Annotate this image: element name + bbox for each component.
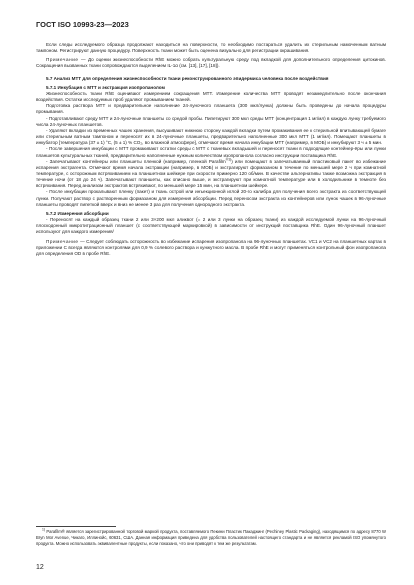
footnote-ref: ®1) <box>225 157 232 162</box>
document-header-id: ГОСТ ISO 10993-23—2023 <box>36 20 129 29</box>
note-text: — До оценки жизнеспособности RhE можно собрать культуральную среду под вкладкой для дополнительного определения цитокинов. Сокращения вызванных ткани сопровождаются выделением IL-1α (см. [13], [17], [18]). <box>36 57 386 69</box>
list-item: - После завершения инкубации с МТТ промакивают остатки среды с МТТ с тканевых вкладышей и переносят ткани в подходящие контейнер-ёры или лунки планшетов культуральных тканей, предварительно наполненные нужным количеством изопропанола согласно инструкции поставщика RhE. <box>36 146 386 158</box>
document-body <box>36 42 386 257</box>
section-heading-5-7-2: 5.7.2 Измерения абсорбции <box>46 210 109 216</box>
list-item-text-start: - Запечатывают контейнеры или планшеты пленкой (например, пленкой Parafilm <box>46 158 226 164</box>
list-item-text-end: ) или помещают в запечатываемый пластиковый пакет во избежание испарения экстрагента. Отмечают время начала экстракции (например, в МОБ) и экстрагируют формазаном в течение по меньшей мере 2 ч при комнатной температуре, с осторожным встряхиванием на планшетном шейкере при скорости примерно 120 об/мин. В качестве альтернативы также возможна экстракция в течение ночи (от 18 до 24 ч). Запечатывают планшеты, как описано выше, и экстрагируют при комнатной температуре или в холодильнике в темноте без встряхивания. Перед анализом экстрактов встряхивают, по меньшей мере 15 мин, на планшетном шейкере. <box>36 158 387 189</box>
section-heading-5-7: 5.7 Анализ МТТ для определения жизнеспособности ткани реконструированного эпидермиса человека после воздействия <box>46 75 329 81</box>
footnote-text: Parafilm® является зарегистрированной торговой маркой продукта, поставляемого Пекини Пластик Пакаджинг (Pechiney Plastic Packaging), находящимся по адресу 8770 W Bryn Mor Avenue, Чикаго, Иллинойс, 60631, США. Данная информация приведена для удобства пользователей настоящего стандарта и не является рекламой ISO упомянутого продукта. Можно использовать эквивалентные продукты, если показано, что они приводят к тем же результатам. <box>36 529 386 546</box>
list-item: - Переносят на каждый образец ткани 2 или 3×200 мкл аликвот (= 2 или 3 лунки на образец ткани) из каждой исследуемой лунки на 96-луночный плоскодонный микротитрационный планшет (с соответствующей маркировкой) в зависимости от инструкций поставщика RhE. Один 96-луночный планшет используют для каждого измерения/ <box>36 217 386 235</box>
note-paragraph <box>36 57 386 69</box>
footnote <box>36 529 386 546</box>
footnote-mark: 1) <box>42 527 46 532</box>
page-number: 12 <box>36 564 44 571</box>
list-item: - После инкубации прокалывают пленку (пакет) и ткань острой или инъекционной иглой 20-го калибра для получения всего экстракта из соответствующей лунки. Получают раствор с растворенным формазаном для измерения абсорбции. Перед переносом экстракта из контейнеров или лунок чашек в 96-луночные планшеты проводят пипеткой вверх и вниз не менее 3 раз для получения однородного экстракта. <box>36 189 386 207</box>
note-label: Примечание <box>46 238 79 244</box>
list-item: - Удаляют вкладки из временных чашек хранения, высушивают нижнюю сторону каждой вкладки путем промакивания ее к стерильной впитывающей бумаге или стерильным ватным тампоном и переносят их в 24-луночные планшеты, предварительно наполненные 300 мкл МТТ (1 мг/мл). Помещают планшеты в инкубатор [температура (37 ± 1) °C, (5 ± 1) % CO₂, во влажной атмосфере], отмечают время начала инкубации МТТ (например, в МОБ) и инкубируют 3 ч ± 5 мин. <box>36 127 386 146</box>
paragraph: Жизнеспособность ткани RhE оценивают измерением сокращения МТТ. Измерение количества МТТ проводят незамедлительно после окончания воздействия. Остатки исследуемых проб удаляют промыванием тканей. <box>36 90 386 103</box>
paragraph: Если следы исследуемого образца продолжают находиться на поверхности, то необходимо постараться удалить их стерильным намоченным ватным тампоном. Регистрируют данную процедуру. Поверхность ткани может быть оценена визуально для регистрации окрашивания. <box>36 42 386 54</box>
note-label: Примечание <box>46 57 79 63</box>
footnote-divider <box>36 526 116 527</box>
note-paragraph <box>36 239 386 257</box>
paragraph: Подготовка раствора МТТ и предварительное наполнение 24-луночного планшета (300 мкл/лунка) должны быть проведены до начала процедуры промывания. <box>36 103 386 115</box>
note-text: — Следует соблюдать осторожность во избежание испарения изопропанола на 96-луночных планшетах. VC1 и VC2 на планшетных картах в приложении С всегда являются контролями для 0,9 % солевого раствора и кунжутного масла. В пробе RhE и могут применяться контрольный фон изопропанола для определения OD в пробе RhE. <box>36 238 386 256</box>
list-item: - Подготавливают среду МТТ и 24-луночные планшеты со средой пробы. Пипетируют 300 мкл среды МТТ (концентрация 1 мг/мл) в каждую лунку требуемого числа 24-луночных планшетов. <box>36 115 386 127</box>
section-heading-5-7-1: 5.7.1 Инкубация с МТТ и экстракция изопропанолом <box>46 84 165 90</box>
list-item <box>36 159 386 190</box>
